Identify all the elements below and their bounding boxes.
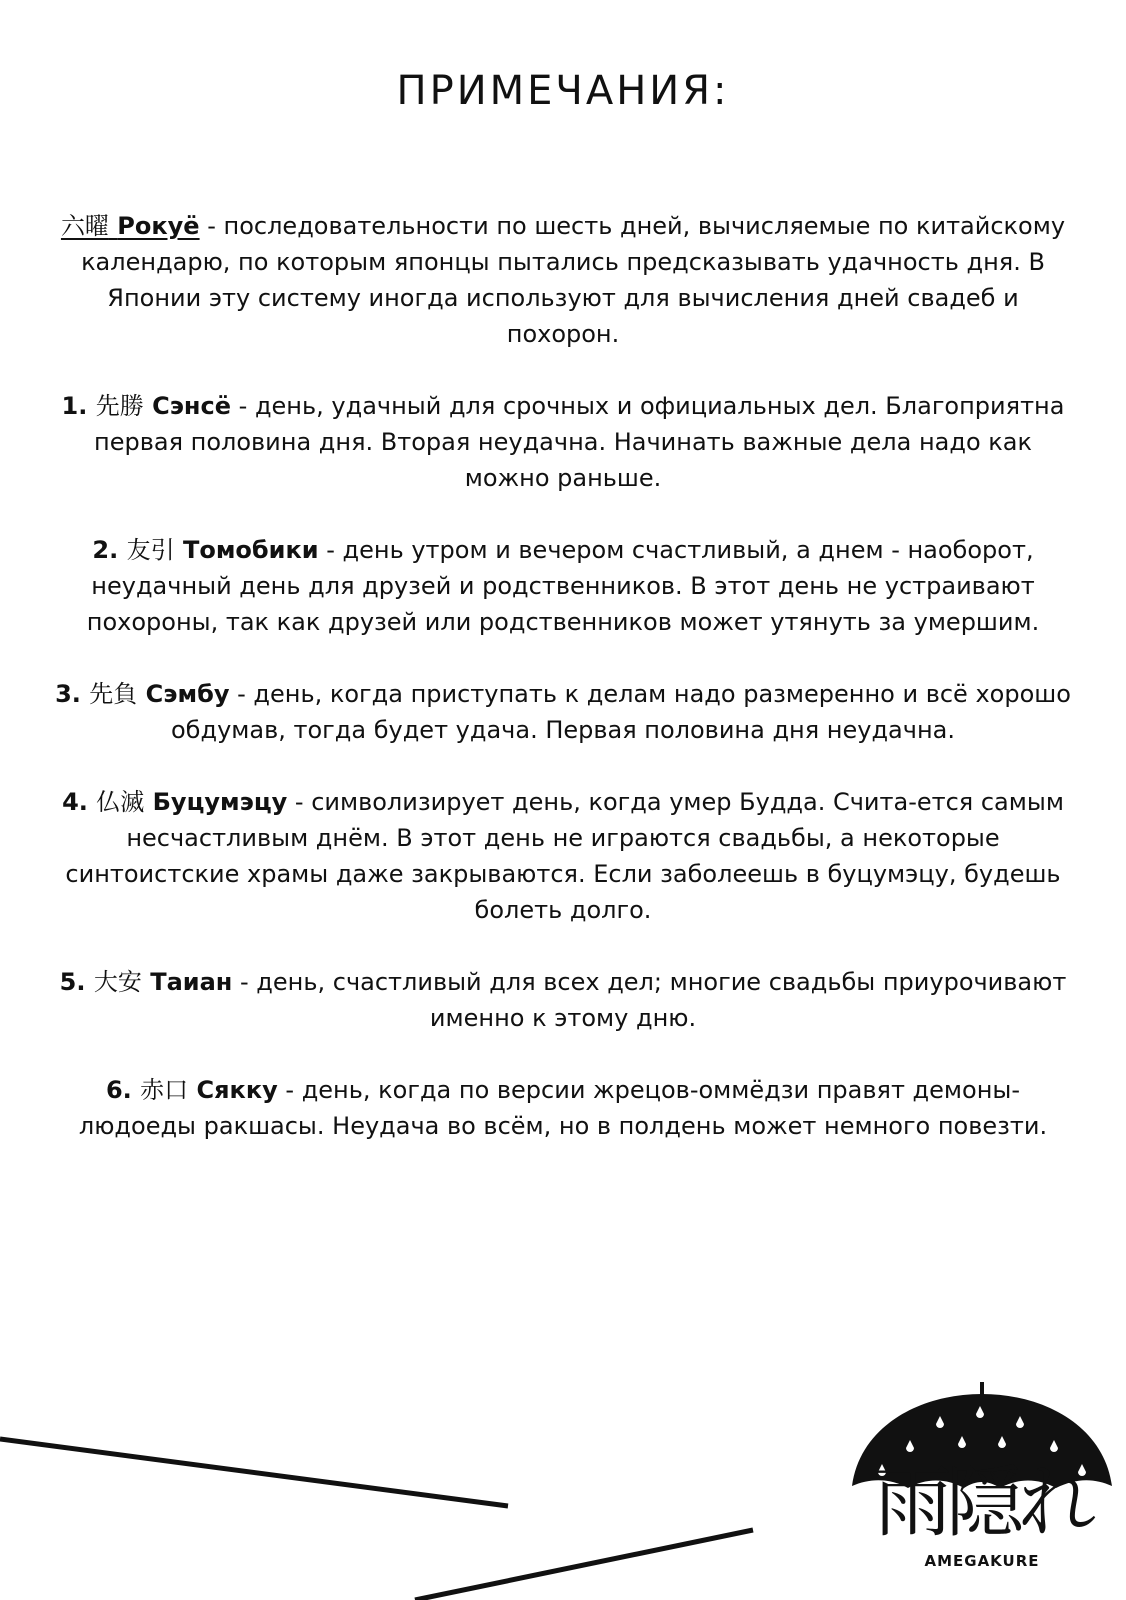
term-name: Буцумэцу	[152, 788, 288, 816]
note-text: - день, когда по версии жрецов-оммёдзи правят демоны-людоеды ракшасы. Неудача во всём, но в полдень может немного повезти.	[78, 1076, 1048, 1140]
note-number: 5.	[59, 968, 86, 996]
term-name: Сякку	[196, 1076, 278, 1104]
note-text: - день, счастливый для всех дел; многие свадьбы приурочивают именно к этому дню.	[232, 968, 1067, 1032]
term-name: Таиан	[150, 968, 233, 996]
term-name: Сэнсё	[152, 392, 232, 420]
note-number: 1.	[61, 392, 88, 420]
term-name: Томобики	[182, 536, 319, 564]
term-kanji: 大安	[93, 968, 142, 996]
term-kanji: 友引	[126, 536, 175, 564]
logo-kanji: 雨隠れ	[873, 1458, 1090, 1548]
border-line-bottom	[415, 1530, 753, 1600]
term-kanji: 赤口	[140, 1076, 189, 1104]
term-kanji: 先勝	[95, 392, 144, 420]
note-number: 3.	[55, 680, 81, 708]
amegakure-logo	[850, 1382, 1114, 1594]
term-name: Рокуё	[117, 212, 200, 240]
note-number: 6.	[105, 1076, 132, 1104]
logo-name: AMEGAKURE	[924, 1552, 1040, 1570]
note-text: - день, когда приступать к делам надо размеренно и всё хорошо обдумав, тогда будет удача. Первая половина дня неудачна.	[171, 680, 1071, 744]
term-kanji: 仏滅	[96, 788, 145, 816]
note-text: - символизирует день, когда умер Будда. Счита-ется самым несчастливым днём. В этот день не играются свадьбы, а некоторые синтоистские храмы даже закрываются. Если заболеешь в буцумэцу, будешь болеть долго.	[65, 788, 1064, 924]
page-title: ПРИМЕЧАНИЯ:	[396, 68, 730, 114]
term-name: Сэмбу	[145, 680, 230, 708]
note-number: 4.	[62, 788, 88, 816]
note-text: - день утром и вечером счастливый, а днем - наоборот, неудачный день для друзей и родственников. В этот день не устраивают похороны, так как друзей или родственников может утянуть за умершим.	[86, 536, 1040, 636]
border-line-left	[0, 1439, 508, 1506]
note-text: - день, удачный для срочных и официальных дел. Благоприятна первая половина дня. Вторая неудачна. Начинать важные дела надо как можно раньше.	[94, 392, 1065, 492]
note-text: - последовательности по шесть дней, вычисляемые по китайскому календарю, по которым японцы пытались предсказывать удачность дня. В Японии эту систему иногда используют для вычисления дней свадеб и похорон.	[81, 212, 1066, 348]
term-kanji: 六曜	[60, 212, 109, 240]
note-number: 2.	[92, 536, 119, 564]
term-kanji: 先負	[89, 680, 138, 708]
